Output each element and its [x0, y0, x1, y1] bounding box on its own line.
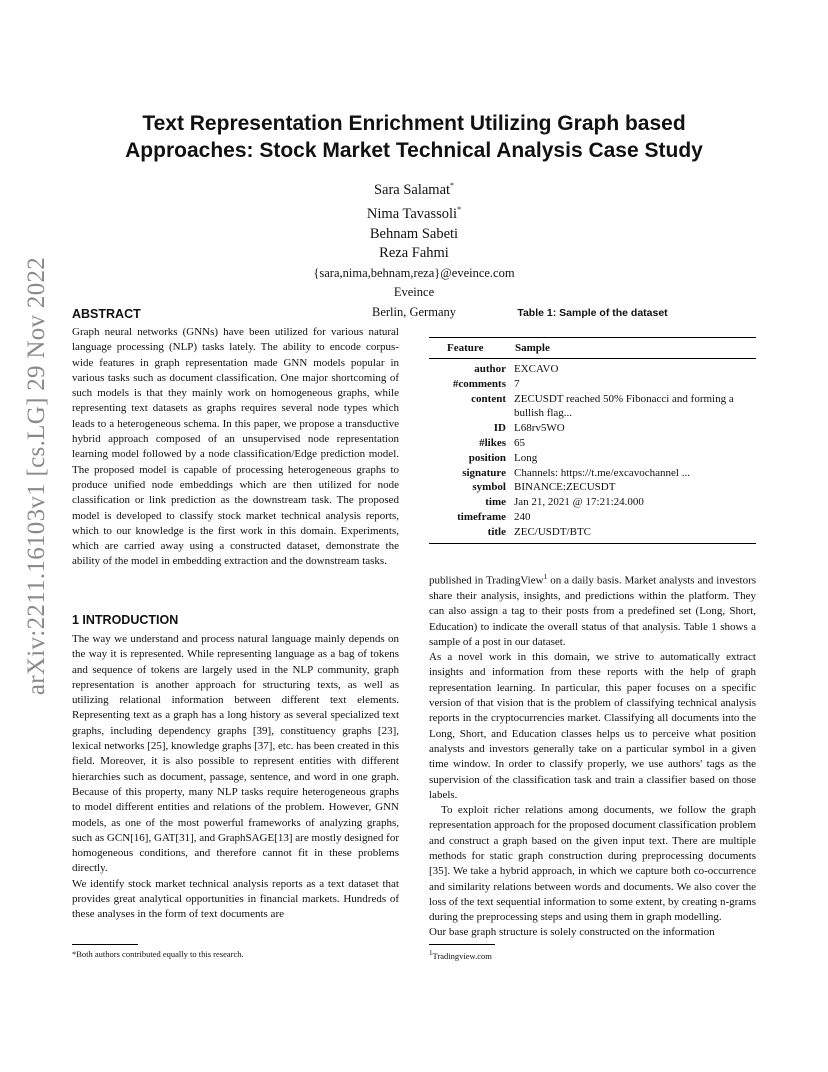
author-name: Nima Tavassoli*: [366, 205, 462, 223]
table-row: [429, 421, 756, 436]
author-email: {sara,nima,behnam,reza}@eveince.com: [313, 265, 515, 280]
paragraph: published in TradingView$^1$ on a daily basis. Market analysts and investors share their analysis, insights, and predictions within the platform. They can also assign a tag to their posts from a predefined set (Long, Short, Education) to indicate the overall status of that analysis. Table 1 shows a sample of a post in our dataset.: [429, 572, 757, 648]
table-cell-feature: title: [487, 525, 506, 538]
author-name: Behnam Sabeti: [369, 225, 459, 242]
table-row: [429, 362, 756, 377]
table-cell-sample: Long: [514, 451, 538, 464]
table-cell-sample: ZECUSDT reached 50% Fibonacci and forming a bullish flag...: [514, 392, 734, 420]
table-cell-sample: Jan 21, 2021 @ 17:21:24.000: [514, 496, 644, 509]
author-affiliation: Eveince: [393, 285, 435, 300]
table-cell-sample: 240: [514, 510, 531, 523]
footnote-rule: [72, 944, 138, 945]
footnote-right: $^1$Tradingview.com: [429, 949, 492, 961]
table-header-sample: Sample: [515, 342, 550, 354]
table-row: [429, 510, 756, 525]
table-row: [429, 495, 756, 510]
arxiv-id: arXiv:2211.16103v1 [cs.LG] 29 Nov 2022: [23, 256, 50, 696]
table-cell-sample: BINANCE:ZECUSDT: [514, 481, 616, 494]
title-line-1: Text Representation Enrichment Utilizing Graph based: [142, 112, 686, 135]
arxiv-watermark: [18, 256, 56, 696]
author-block: [200, 176, 628, 322]
table-header-feature: Feature: [447, 342, 484, 354]
table-cell-feature: position: [468, 451, 506, 464]
author-name: Sara Salamat*: [373, 181, 455, 198]
table-row: [429, 451, 756, 466]
table-cell-sample: EXCAVO: [514, 363, 559, 375]
table-header-row: [429, 338, 756, 358]
table-row: [429, 480, 756, 495]
table-cell-feature: timeframe: [457, 510, 506, 523]
paragraph: We identify stock market technical analysis reports as a text dataset that provides great analytical opportunities in financial markets. Hundreds of these analyses in the form of text documents are: [72, 877, 399, 921]
introduction-text: [72, 632, 399, 923]
paragraph: To exploit richer relations among documents, we follow the graph representation approach for the proposed document classification problem and construct a graph based on the given input text. There are multiple methods for static graph construction during preprocessing documents [35]. We take a hybrid approach, in which we capture both co-occurrence and similarity relations between words and documents. We also cover the loss of the text sequential information to some extent, by creating n-grams during the preprocessing steps and using them in graph modelling.: [429, 804, 756, 924]
table-cell-sample: 7: [514, 377, 520, 390]
table-cell-feature: signature: [462, 466, 506, 479]
paragraph: As a novel work in this domain, we strive to automatically extract insights and information from these reports with the help of graph representation learning. In particular, this paper focuses on a specific version of that vision that is the problem of classifying technical analysis reports in the cryptocurrencies market. Classifying all documents into the Long, Short, and Education classes helps us to perceive what position analysts and investors generally take on a particular symbol in a given time window. In order to classify properly, we use authors' tags as the supervision of the classification task and train a classifier based on those labels.: [429, 651, 756, 801]
paragraph: The way we understand and process natural language mainly depends on the way it is represented. While representing language as a bag of tokens and sequence of tokens are largely used in the NLP community, graph representation is another approach for structuring texts, as well as utilizing relational information between different text elements. Representing text as a graph has a long history as several specialized text graphs, including dependency graphs [39], constituency graphs [23], lexical networks [25], knowledge graphs [37], etc. has been created in this field. Moreover, it is also possible to represent entities with different hierarchies such as document, passage, sentence, and word in one graph. Because of this property, many NLP tasks require heterogeneous graphs to model different entities and relations of the problem. However, GNN models, as one of the most powerful frameworks of analyzing graphs, such as GCN[16], GAT[31], and GraphSAGE[13] are mostly designed for homogeneous conditions, and therefore cannot fit in these problems directly.: [72, 633, 399, 875]
right-column-text: [429, 569, 756, 941]
table-cell-feature: author: [474, 363, 506, 375]
footnote-left: *Both authors contributed equally to this research.: [72, 949, 244, 959]
table-cell-feature: ID: [493, 422, 506, 435]
footnote-rule: [429, 944, 495, 945]
table-cell-sample: L68rv5WO: [514, 422, 565, 435]
footnote-marker: 1: [543, 572, 548, 581]
table-cell-feature: content: [471, 392, 506, 405]
table-rule-mid: [429, 358, 756, 359]
table-body: [429, 362, 756, 540]
table-rule-bottom: [429, 543, 756, 544]
table-cell-feature: symbol: [472, 481, 506, 494]
abstract-text: Graph neural networks (GNNs) have been utilized for various natural language processing (NLP) tasks lately. The ability to encode corpus-wide features in graph representation made GNN models popular in various tasks such as document classification. One major shortcoming of such models is that they mainly work on homogeneous graphs, while representing text datasets as graphs requires several node types which leads to a heterogeneous schema. In this paper, we propose a transductive hybrid approach composed of an unsupervised node representation learning model followed by a node classification/Edge prediction model. The proposed model is capable of processing heterogeneous graphs to produce unified node embeddings which are then utilized for node classification or link prediction as the downstream task. The proposed model is developed to classify stock market technical analysis reports, which to our knowledge is the first work in this domain. Experiments, which are carried away using a constructed dataset, demonstrate the ability of the model in embedding extraction and the downstream tasks.: [72, 326, 399, 568]
dataset-table: [429, 337, 756, 544]
abstract-heading: ABSTRACT: [72, 307, 141, 321]
table-row: [429, 466, 756, 481]
table-row: [429, 392, 756, 422]
paragraph: Our base graph structure is solely constructed on the information: [429, 926, 715, 939]
introduction-heading: 1 INTRODUCTION: [72, 613, 179, 627]
table-cell-feature: #likes: [479, 436, 506, 449]
table-cell-sample: 65: [514, 436, 525, 449]
table-row: [429, 436, 756, 451]
table-cell-sample: Channels: https://t.me/excavochannel ...: [514, 466, 690, 479]
table-cell-sample: ZEC/USDT/BTC: [514, 525, 592, 538]
table-row: [429, 525, 756, 540]
author-name: Reza Fahmi: [379, 245, 449, 262]
table-cell-feature: time: [485, 496, 506, 509]
table-row: [429, 377, 756, 392]
table-caption: Table 1: Sample of the dataset: [517, 307, 668, 319]
author-location: Berlin, Germany: [371, 304, 456, 319]
paper-title: [60, 110, 768, 164]
title-line-2: Approaches: Stock Market Technical Analysis Case Study: [125, 139, 703, 162]
table-cell-feature: #comments: [452, 377, 506, 390]
